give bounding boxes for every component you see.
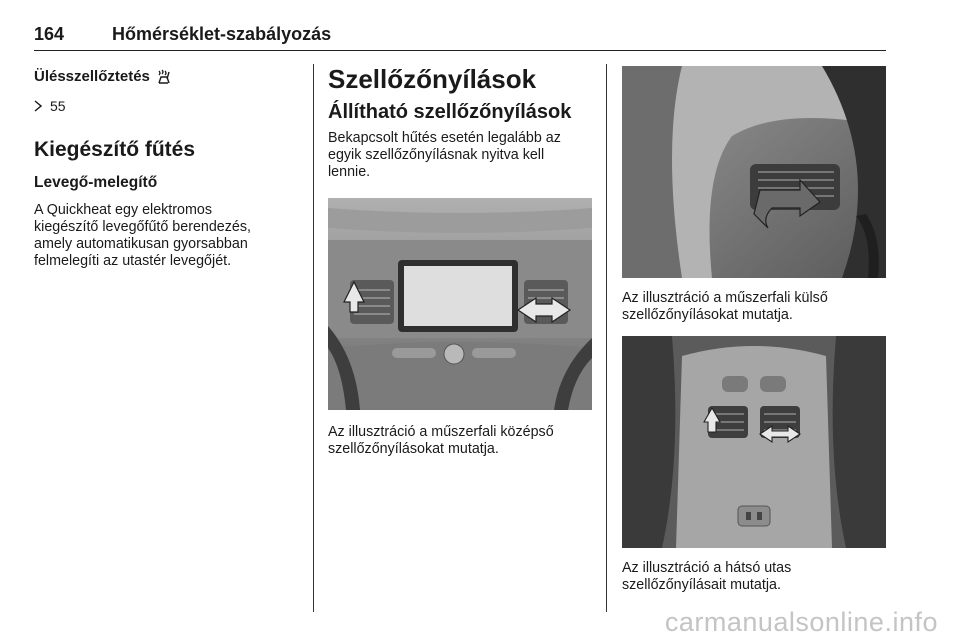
side-vents-illustration (622, 66, 886, 278)
adjustable-vents-heading: Állítható szellőzőnyílások (328, 101, 572, 123)
center-vents-illustration (328, 198, 592, 410)
page-reference-icon (34, 100, 42, 112)
air-heater-text: A Quickheat egy elektromos kiegészítő levegőfűtő berendezés, amely automatikusan gyorsabban felmelegíti az utastér levegőjét. (34, 202, 251, 269)
vents-intro-text: Bekapcsolt hűtés esetén legalább az egyik szellőzőnyílásnak nyitva kell lennie. (328, 130, 561, 180)
column-middle (328, 64, 594, 181)
watermark: carmanualsonline.info (664, 607, 938, 637)
page-title: Hőmérséklet-szabályozás (112, 24, 332, 44)
seat-ventilation-heading: Ülésszellőztetés (34, 68, 292, 86)
column-divider-1 (313, 64, 314, 612)
rear-vents-caption: Az illusztráció a hátsó utas szellőzőnyílásait mutatja. (622, 560, 792, 593)
page-reference-number: 55 (50, 98, 66, 114)
column-divider-2 (606, 64, 607, 612)
page-number: 164 (34, 24, 65, 44)
air-vents-heading: Szellőzőnyílások (328, 64, 537, 94)
column-left (34, 68, 292, 270)
rear-vents-illustration (622, 336, 886, 548)
center-vents-caption: Az illusztráció a műszerfali középső szellőzőnyílásokat mutatja. (328, 424, 554, 457)
auxiliary-heating-heading: Kiegészítő fűtés (34, 138, 196, 161)
seat-ventilation-icon (156, 69, 172, 85)
air-heater-heading: Levegő-melegítő (34, 174, 158, 191)
page-header (34, 24, 886, 51)
side-vents-caption: Az illusztráció a műszerfali külső szellőzőnyílásokat mutatja. (622, 290, 828, 323)
page-reference[interactable] (34, 98, 292, 114)
